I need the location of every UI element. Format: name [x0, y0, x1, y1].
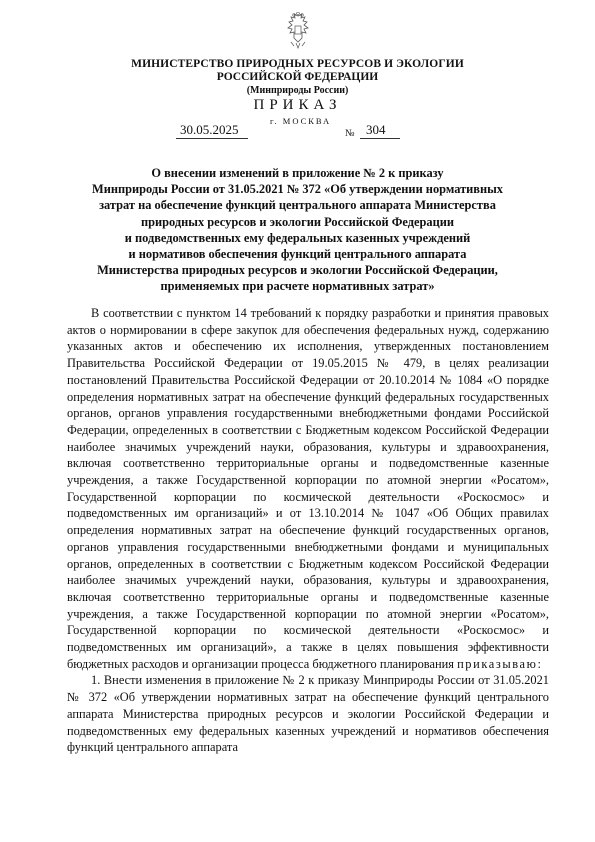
- title-line: затрат на обеспечение функций центрального аппарата Министерства: [99, 198, 496, 213]
- document-city: г. МОСКВА: [270, 116, 332, 126]
- title-line: и нормативов обеспечения функций центрального аппарата: [128, 247, 467, 262]
- number-sign: №: [345, 128, 355, 139]
- title-line: Министерства природных ресурсов и экологии Российской Федерации,: [97, 263, 498, 278]
- body-paragraph-item-1: 1. Внести изменения в приложение № 2 к приказу Минприроды России от 31.05.2021 № 372 «Об утверждении нормативных затрат на обеспечение функций центрального аппарата Министерства природных ресурсов и экологии Российской Федерации и подведомственных ему федеральных казенных учреждений и нормативов обеспечения функций центрального аппарата: [67, 673, 549, 755]
- ministry-name-line2: РОССИЙСКОЙ ФЕДЕРАЦИИ: [216, 71, 379, 83]
- title-line: природных ресурсов и экологии Российской Федерации: [140, 214, 455, 229]
- title-line: Минприроды России от 31.05.2021 № 372 «Об утверждении нормативных: [92, 182, 503, 197]
- title-line: и подведомственных ему федеральных казенных учреждений: [124, 230, 471, 245]
- document-body: [67, 305, 549, 756]
- document-number: 304: [366, 122, 386, 137]
- ministry-short-name: (Минприроды России): [246, 85, 349, 96]
- document-title: [60, 165, 535, 295]
- preamble-text: В соответствии с пунктом 14 требований к порядку разработки и принятия правовых актов о нормировании в сфере закупок для обеспечения федеральных нужд, содержанию указанных актов и обеспечению их исполнения, утвержденных постановлением Правительства Российской Федерации от 19.05.2015 № 479, в целях реализации постановлений Правительства Российской Федерации от 20.10.2014 № 1084 «О порядке определения нормативных затрат на обеспечение функций федеральных государственных органов, органов управления государственными внебюджетными фондами Российской Федерации, определенных в соответствии с Бюджетным кодексом Российской Федерации наиболее значимых учреждений науки, образования, культуры и здравоохранения, включая соответственно территориальные органы и подведомственные казенные учреждения, а также Государственной корпорации по атомной энергии «Росатом», Государственной корпорации по космической деятельности «Роскосмос» и подведомственных им организаций» и от 13.10.2014 № 1047 «Об Общих правилах определения нормативных затрат на обеспечение функций государственных органов, органов управления государственными внебюджетными фондами и муниципальных органов, определенных в соответствии с Бюджетным кодексом Российской Федерации наиболее значимых учреждений науки, образования, культуры и здравоохранения, включая соответственно территориальные органы и подведомственные казенные учреждения, а также Государственной корпорации по атомной энергии «Росатом», Государственной корпорации по космической деятельности «Роскосмос» и подведомственных им организаций», а также в целях повышения эффективности бюджетных расходов и организации процесса бюджетного планирования: [67, 306, 549, 671]
- order-keyword: приказываю:: [457, 656, 543, 671]
- ministry-name-line1: МИНИСТЕРСТВО ПРИРОДНЫХ РЕСУРСОВ И ЭКОЛОГИИ: [131, 58, 464, 70]
- title-line: применяемых при расчете нормативных затрат»: [160, 279, 435, 294]
- date-underline: [176, 138, 248, 139]
- document-type: ПРИКАЗ: [253, 97, 342, 113]
- title-line: О внесении изменений в приложение № 2 к приказу: [151, 166, 444, 180]
- document-date: 30.05.2025: [180, 122, 239, 137]
- number-underline: [360, 138, 400, 139]
- russian-coat-of-arms-icon: [283, 12, 313, 52]
- body-paragraph-preamble: [67, 305, 549, 672]
